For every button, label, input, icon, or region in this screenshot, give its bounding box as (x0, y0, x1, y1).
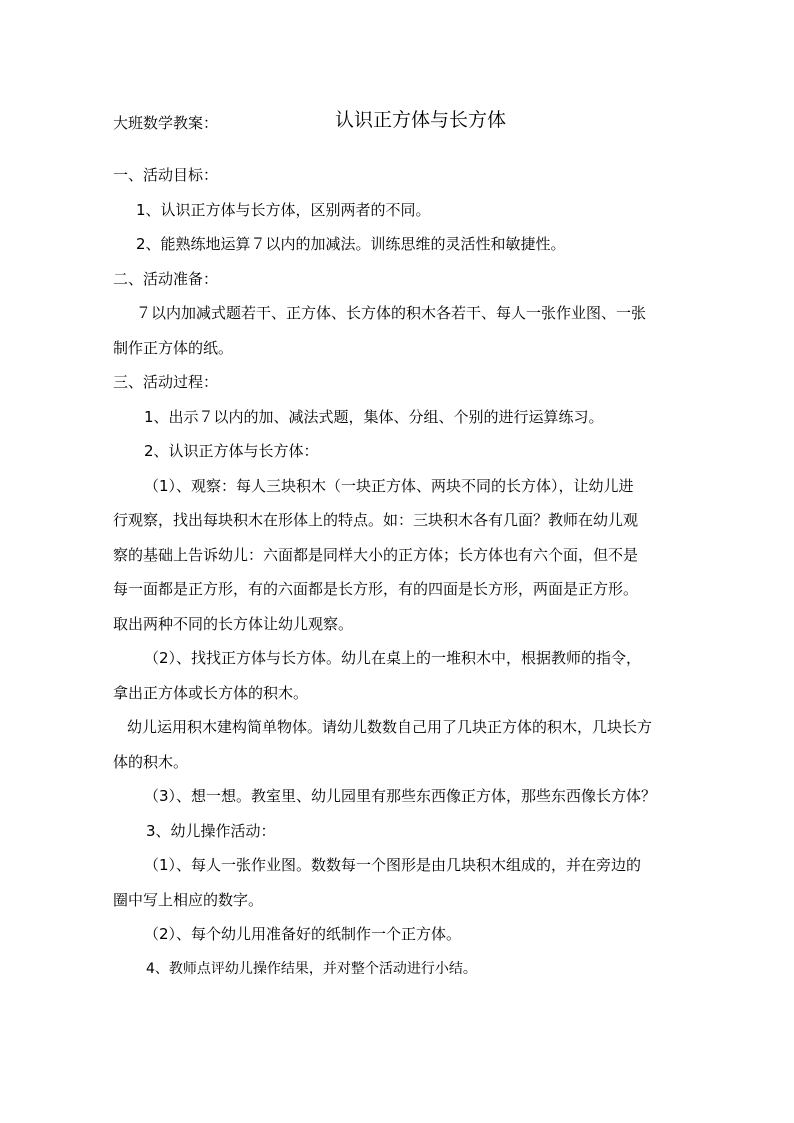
step2-substep-1-line-2: 行观察，找出每块积木在形体上的特点。如：三块积木各有几面？教师在幼儿观 (113, 511, 639, 529)
step2-substep-3: （3）、想一想。教室里、幼儿园里有那些东西像正方体，那些东西像长方体？ (144, 787, 657, 805)
step2-substep-1-line-3: 察的基础上告诉幼儿：六面都是同样大小的正方体；长方体也有六个面，但不是 (113, 546, 639, 564)
document-title: 认识正方体与长方体 (335, 109, 507, 131)
section-heading-process: 三、活动过程： (113, 373, 219, 391)
step2-substep-2-line-1: （2）、找找正方体与长方体。幼儿在桌上的一堆积木中，根据教师的指令， (144, 649, 642, 667)
process-step-4: 4、教师点评幼儿操作结果，并对整个活动进行小结。 (146, 961, 477, 977)
step2-substep-2-line-2: 拿出正方体或长方体的积木。 (113, 684, 309, 702)
step2-substep-1-line-5: 取出两种不同的长方体让幼儿观察。 (113, 615, 354, 633)
building-paragraph-line-1: 幼儿运用积木建构简单物体。请幼儿数数自己用了几块正方体的积木，几块长方 (127, 718, 653, 736)
document-header (113, 103, 713, 135)
preparation-paragraph-line-1: ７以内加减式题若干、正方体、长方体的积木各若干、每人一张作业图、一张 (136, 304, 647, 322)
header-category: 大班数学教案： (113, 114, 219, 132)
section-heading-preparation: 二、活动准备： (113, 270, 219, 288)
objective-item-1: 1、认识正方体与长方体，区别两者的不同。 (136, 201, 431, 219)
objective-item-2: 2、能熟练地运算７以内的加减法。训练思维的灵活性和敏捷性。 (136, 235, 566, 253)
step3-substep-2: （2）、每个幼儿用准备好的纸制作一个正方体。 (144, 925, 462, 943)
building-paragraph-line-2: 体的积木。 (113, 753, 189, 771)
section-heading-objectives: 一、活动目标： (113, 166, 219, 184)
step3-substep-1-line-2: 圈中写上相应的数字。 (113, 891, 264, 909)
process-step-3: 3、幼儿操作活动： (146, 822, 276, 840)
process-step-2: 2、认识正方体与长方体： (144, 442, 319, 460)
step2-substep-1-line-4: 每一面都是正方形，有的六面都是长方形，有的四面是长方形，两面是正方形。 (113, 580, 639, 598)
preparation-paragraph-line-2: 制作正方体的纸。 (113, 339, 234, 357)
step3-substep-1-line-1: （1）、每人一张作业图。数数每一个图形是由几块积木组成的，并在旁边的 (144, 856, 642, 874)
process-step-1: 1、出示７以内的加、减法式题，集体、分组、个别的进行运算练习。 (144, 408, 604, 426)
step2-substep-1-line-1: （1）、观察：每人三块积木（一块正方体、两块不同的长方体），让幼儿进 (144, 477, 634, 495)
